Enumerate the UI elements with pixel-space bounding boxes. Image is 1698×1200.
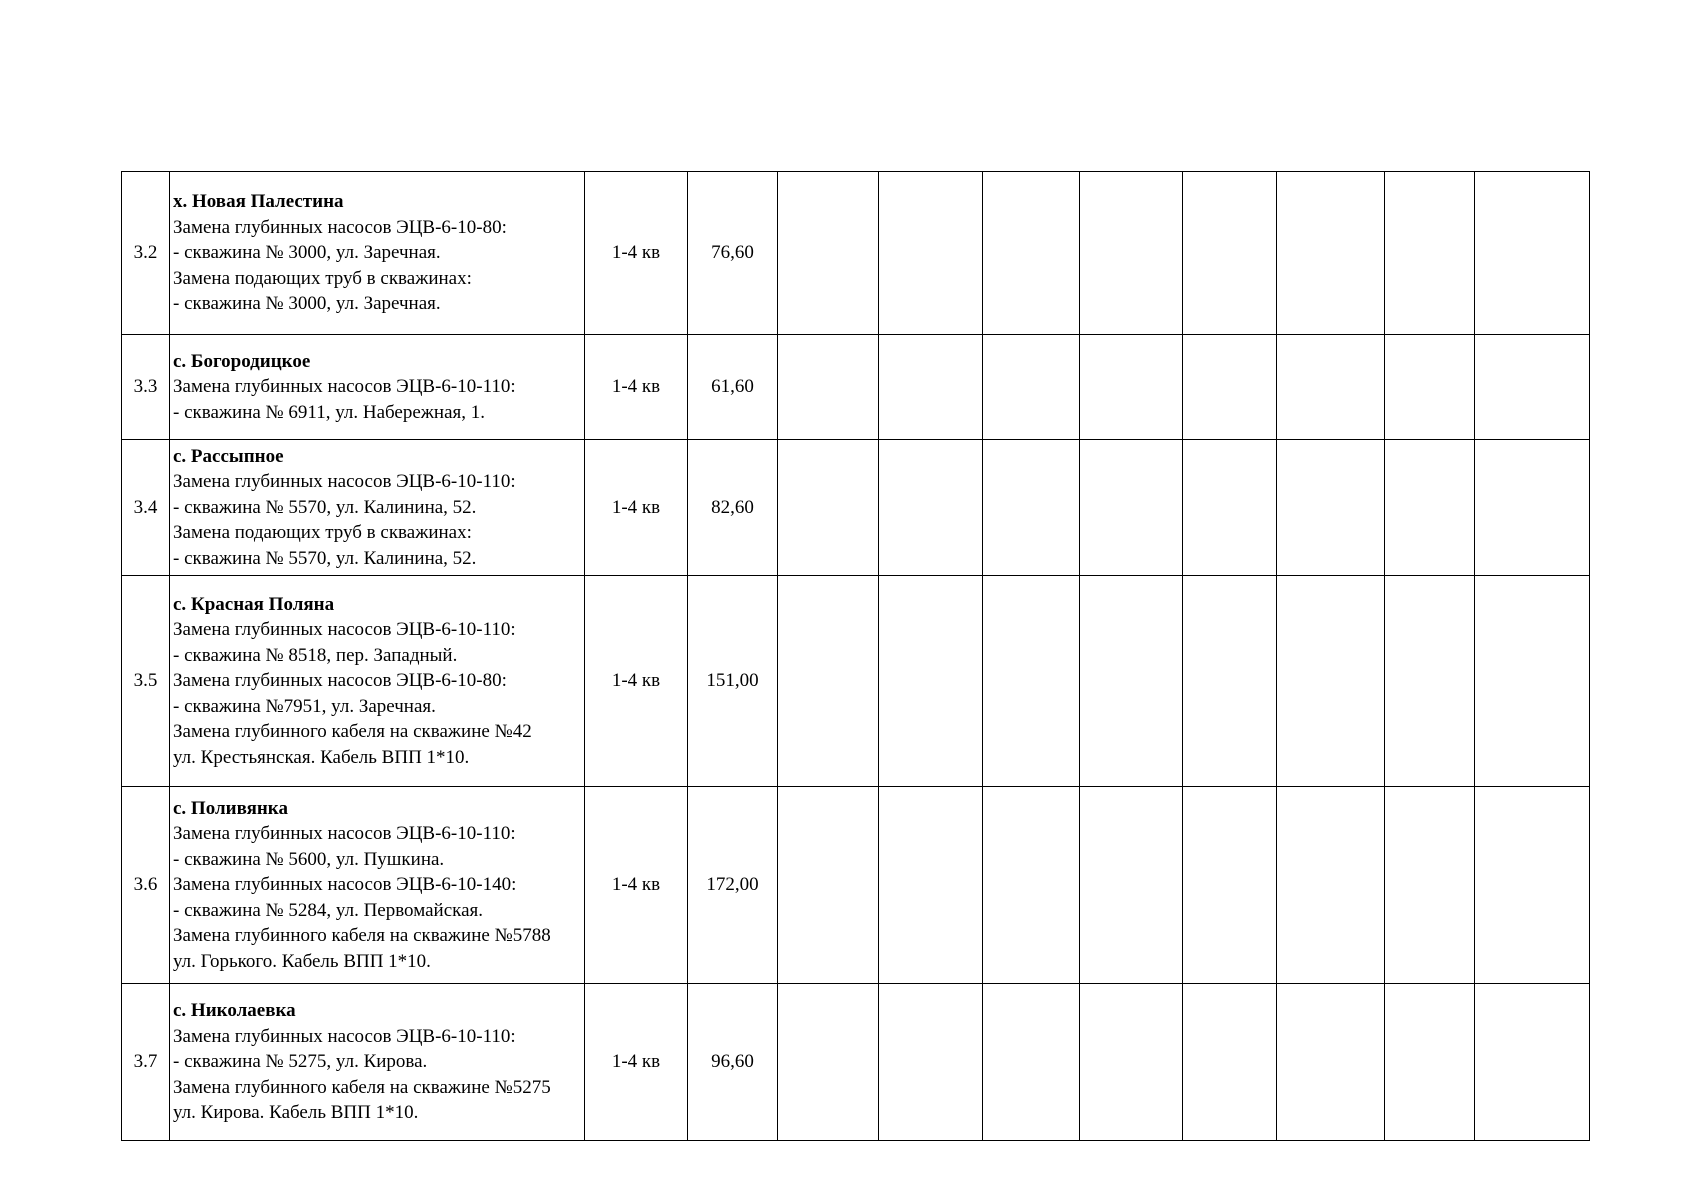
empty-cell xyxy=(1277,335,1385,440)
amount-cell: 96,60 xyxy=(688,984,778,1141)
description-line: Замена глубинных насосов ЭЦВ-6-10-140: xyxy=(173,874,517,896)
description-line: - скважина № 5284, ул. Первомайская. xyxy=(173,899,483,921)
description-cell xyxy=(170,335,585,440)
table-row xyxy=(122,984,1590,1141)
empty-cell xyxy=(1277,576,1385,787)
table-body xyxy=(122,172,1590,1141)
empty-cell xyxy=(1080,335,1183,440)
empty-cell xyxy=(983,984,1080,1141)
empty-cell xyxy=(1385,984,1475,1141)
empty-cell xyxy=(1385,172,1475,335)
empty-cell xyxy=(1183,172,1277,335)
empty-cell xyxy=(879,984,983,1141)
amount-cell: 82,60 xyxy=(688,440,778,576)
period-cell: 1-4 кв xyxy=(585,335,688,440)
empty-cell xyxy=(1385,787,1475,984)
table-row xyxy=(122,576,1590,787)
table-row xyxy=(122,335,1590,440)
description-line: - скважина № 5275, ул. Кирова. xyxy=(173,1051,428,1073)
period-cell: 1-4 кв xyxy=(585,787,688,984)
empty-cell xyxy=(879,335,983,440)
row-number-cell: 3.2 xyxy=(122,172,170,335)
location-title: с. Рассыпное xyxy=(173,445,284,467)
empty-cell xyxy=(983,172,1080,335)
description-line: Замена глубинного кабеля на скважине №5275 xyxy=(173,1076,551,1098)
empty-cell xyxy=(778,576,879,787)
empty-cell xyxy=(879,440,983,576)
description-line: Замена глубинного кабеля на скважине №5788 xyxy=(173,925,551,947)
empty-cell xyxy=(1080,440,1183,576)
empty-cell xyxy=(778,172,879,335)
amount-cell: 151,00 xyxy=(688,576,778,787)
empty-cell xyxy=(1080,172,1183,335)
description-line: - скважина № 3000, ул. Заречная. xyxy=(173,293,441,315)
description-line: ул. Кирова. Кабель ВПП 1*10. xyxy=(173,1102,419,1124)
empty-cell xyxy=(778,787,879,984)
location-title: с. Николаевка xyxy=(173,1000,296,1022)
description-line: Замена глубинного кабеля на скважине №42 xyxy=(173,721,532,743)
description-line: Замена глубинных насосов ЭЦВ-6-10-110: xyxy=(173,1025,516,1047)
description-line: Замена глубинных насосов ЭЦВ-6-10-110: xyxy=(173,619,516,641)
description-line: - скважина № 5570, ул. Калинина, 52. xyxy=(173,547,477,569)
empty-cell xyxy=(1277,172,1385,335)
empty-cell xyxy=(1385,576,1475,787)
empty-cell xyxy=(1277,440,1385,576)
row-number-cell: 3.5 xyxy=(122,576,170,787)
period-cell: 1-4 кв xyxy=(585,576,688,787)
description-line: - скважина № 8518, пер. Западный. xyxy=(173,644,458,666)
description-line: Замена глубинных насосов ЭЦВ-6-10-110: xyxy=(173,376,516,398)
empty-cell xyxy=(983,787,1080,984)
table-row xyxy=(122,172,1590,335)
empty-cell xyxy=(1183,984,1277,1141)
row-number-cell: 3.3 xyxy=(122,335,170,440)
description-cell xyxy=(170,787,585,984)
empty-cell xyxy=(1277,984,1385,1141)
description-line: Замена глубинных насосов ЭЦВ-6-10-80: xyxy=(173,670,507,692)
location-title: с. Богородицкое xyxy=(173,350,311,372)
description-line: - скважина № 6911, ул. Набережная, 1. xyxy=(173,401,486,423)
empty-cell xyxy=(1385,335,1475,440)
period-cell: 1-4 кв xyxy=(585,440,688,576)
description-line: - скважина № 3000, ул. Заречная. xyxy=(173,242,441,264)
empty-cell xyxy=(778,440,879,576)
empty-cell xyxy=(1475,335,1590,440)
empty-cell xyxy=(1183,335,1277,440)
description-line: Замена подающих труб в скважинах: xyxy=(173,267,472,289)
empty-cell xyxy=(983,576,1080,787)
description-cell xyxy=(170,984,585,1141)
description-line: - скважина № 5570, ул. Калинина, 52. xyxy=(173,496,477,518)
empty-cell xyxy=(1475,172,1590,335)
location-title: с. Поливянка xyxy=(173,797,288,819)
row-number-cell: 3.7 xyxy=(122,984,170,1141)
period-cell: 1-4 кв xyxy=(585,984,688,1141)
period-cell: 1-4 кв xyxy=(585,172,688,335)
empty-cell xyxy=(1080,984,1183,1141)
empty-cell xyxy=(1183,576,1277,787)
empty-cell xyxy=(778,984,879,1141)
description-line: ул. Крестьянская. Кабель ВПП 1*10. xyxy=(173,746,470,768)
empty-cell xyxy=(983,440,1080,576)
description-line: Замена глубинных насосов ЭЦВ-6-10-80: xyxy=(173,216,507,238)
table-row xyxy=(122,440,1590,576)
description-line: Замена подающих труб в скважинах: xyxy=(173,522,472,544)
description-line: Замена глубинных насосов ЭЦВ-6-10-110: xyxy=(173,823,516,845)
location-title: х. Новая Палестина xyxy=(173,191,344,213)
empty-cell xyxy=(1277,787,1385,984)
empty-cell xyxy=(1080,787,1183,984)
description-line: Замена глубинных насосов ЭЦВ-6-10-110: xyxy=(173,471,516,493)
table-row xyxy=(122,787,1590,984)
description-cell xyxy=(170,576,585,787)
empty-cell xyxy=(1475,787,1590,984)
empty-cell xyxy=(983,335,1080,440)
empty-cell xyxy=(1385,440,1475,576)
row-number-cell: 3.4 xyxy=(122,440,170,576)
empty-cell xyxy=(1183,787,1277,984)
location-title: с. Красная Поляна xyxy=(173,593,335,615)
empty-cell xyxy=(879,172,983,335)
empty-cell xyxy=(879,787,983,984)
row-number-cell: 3.6 xyxy=(122,787,170,984)
empty-cell xyxy=(879,576,983,787)
empty-cell xyxy=(1475,576,1590,787)
empty-cell xyxy=(1475,984,1590,1141)
description-line: ул. Горького. Кабель ВПП 1*10. xyxy=(173,950,431,972)
description-line: - скважина № 5600, ул. Пушкина. xyxy=(173,848,445,870)
amount-cell: 172,00 xyxy=(688,787,778,984)
empty-cell xyxy=(1080,576,1183,787)
description-line: - скважина №7951, ул. Заречная. xyxy=(173,695,436,717)
description-cell xyxy=(170,440,585,576)
empty-cell xyxy=(1475,440,1590,576)
amount-cell: 61,60 xyxy=(688,335,778,440)
description-cell xyxy=(170,172,585,335)
empty-cell xyxy=(778,335,879,440)
amount-cell: 76,60 xyxy=(688,172,778,335)
works-table xyxy=(121,171,1590,1141)
empty-cell xyxy=(1183,440,1277,576)
